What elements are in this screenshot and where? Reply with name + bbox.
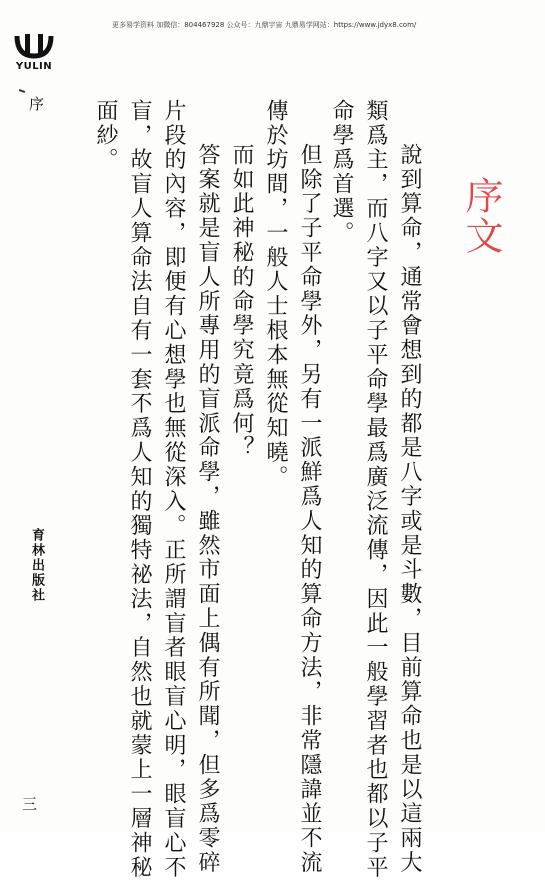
- section-title: 序文: [459, 176, 503, 256]
- text-column: 盲，故盲人算命法自有一套不爲人知的獨特祕法，自然也就蒙上一層神秘: [127, 99, 152, 880]
- text-column: 類爲主，而八字又以子平命學最爲廣泛流傳，因此一般學習者也都以子平: [363, 99, 388, 880]
- text-column: 而如此神秘的命學究竟爲何？: [229, 143, 254, 461]
- text-column: 說到算命，通常會想到的都是八字或是斗數，目前算命也是以這兩大: [397, 143, 422, 875]
- logo-text: YULIN: [15, 61, 53, 72]
- page-number: 三: [22, 795, 38, 813]
- text-column: 片段的內容，即便有心想學也無從深入。正所謂盲者眼盲心明，眼盲心不: [161, 99, 186, 880]
- text-column: 但除了子平命學外，另有一派鮮爲人知的算命方法，非常隱諱並不流: [297, 143, 322, 875]
- text-column: 答案就是盲人所專用的盲派命學，雖然市面上偶有所聞，但多爲零碎: [195, 143, 220, 875]
- publisher-logo: [14, 32, 54, 72]
- yulin-book-logo-icon: [14, 32, 54, 60]
- text-column: 面紗。: [93, 99, 118, 173]
- running-header: 序: [27, 96, 45, 111]
- header-tick: [19, 89, 25, 93]
- publisher-name: 育林出版社: [29, 528, 44, 603]
- text-column: 傳於坊間，一般人士根本無從知曉。: [263, 99, 288, 490]
- top-banner: 更多易学资料 加微信：804467928 公众号：九鼎宇宙 九鼎易学网站：https://www.jdyx8.com/: [112, 21, 417, 29]
- text-column: 命學爲首選。: [329, 99, 354, 246]
